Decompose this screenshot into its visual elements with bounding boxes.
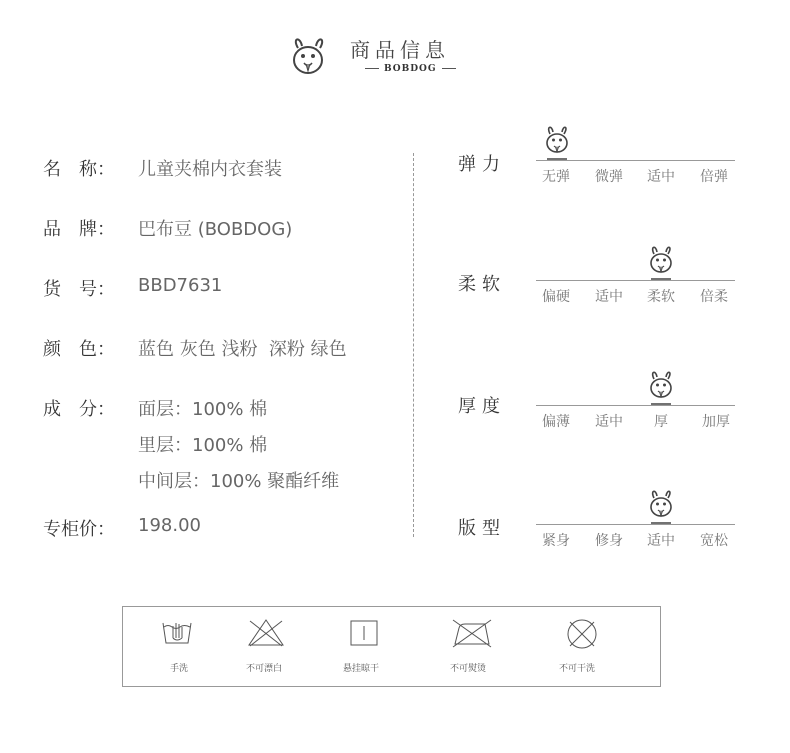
scale-line: [536, 524, 735, 525]
care-no-dry-clean-label: 不可干洗: [559, 664, 596, 674]
scale-option: 宽松: [700, 533, 728, 549]
spec-material-line: 里层：100% 棉: [138, 435, 268, 456]
scale-option: 偏硬: [542, 289, 570, 305]
scale-line: [536, 280, 735, 281]
bobdog-logo-icon: [286, 34, 330, 82]
spec-material-line: 中间层：100% 聚酯纤维: [138, 471, 340, 492]
scale-marker-icon: [543, 124, 571, 164]
scale-option: 厚: [654, 414, 668, 430]
no-bleach-icon: [247, 618, 285, 652]
hang-dry-icon: [350, 620, 378, 650]
spec-material-line: 面层：100% 棉: [138, 399, 268, 420]
spec-material-label: 成 分：: [43, 399, 115, 420]
spec-brand-label: 品 牌：: [43, 219, 115, 240]
spec-name-label: 名 称：: [43, 159, 115, 180]
scale-option: 适中: [595, 414, 623, 430]
scale-option: 紧身: [542, 533, 570, 549]
scale-marker-icon: [647, 488, 675, 528]
page-title: 商品信息: [350, 38, 450, 62]
scale-option: 适中: [647, 169, 675, 185]
attr-title-fit: 版型: [458, 518, 506, 539]
attr-title-elasticity: 弹力: [458, 154, 506, 175]
scale-marker-icon: [647, 369, 675, 409]
scale-marker-icon: [647, 244, 675, 284]
spec-price-label: 专柜价：: [43, 519, 115, 540]
scale-option: 倍柔: [700, 289, 728, 305]
spec-color-value: 蓝色 灰色 浅粉 深粉 绿色: [138, 339, 347, 360]
scale-option: 无弹: [542, 169, 570, 185]
scale-option: 微弹: [595, 169, 623, 185]
scale-option: 柔软: [647, 289, 675, 305]
attr-title-thickness: 厚度: [458, 396, 506, 417]
care-hang-dry-label: 悬挂晾干: [343, 664, 380, 674]
spec-brand-value: 巴布豆 (BOBDOG): [138, 219, 293, 240]
spec-color-label: 颜 色：: [43, 339, 115, 360]
hand-wash-icon: [162, 618, 192, 650]
spec-name-value: 儿童夹棉内衣套装: [138, 159, 282, 180]
scale-line: [536, 405, 735, 406]
brand-name: BOBDOG: [384, 64, 437, 74]
scale-option: 加厚: [702, 414, 730, 430]
dashed-divider: [413, 153, 414, 537]
care-no-bleach-label: 不可漂白: [246, 664, 283, 674]
scale-option: 适中: [647, 533, 675, 549]
spec-price-value: 198.00: [138, 515, 201, 536]
scale-option: 倍弹: [700, 169, 728, 185]
attr-title-softness: 柔软: [458, 274, 506, 295]
care-hand-wash-label: 手洗: [170, 664, 189, 674]
scale-option: 适中: [595, 289, 623, 305]
no-iron-icon: [449, 618, 493, 652]
spec-sku-value: BBD7631: [138, 275, 223, 296]
spec-sku-label: 货 号：: [43, 279, 115, 300]
scale-option: 偏薄: [542, 414, 570, 430]
brand-line: [360, 64, 461, 74]
care-no-iron-label: 不可熨烫: [450, 664, 487, 674]
no-dry-clean-icon: [566, 618, 598, 654]
scale-option: 修身: [595, 533, 623, 549]
